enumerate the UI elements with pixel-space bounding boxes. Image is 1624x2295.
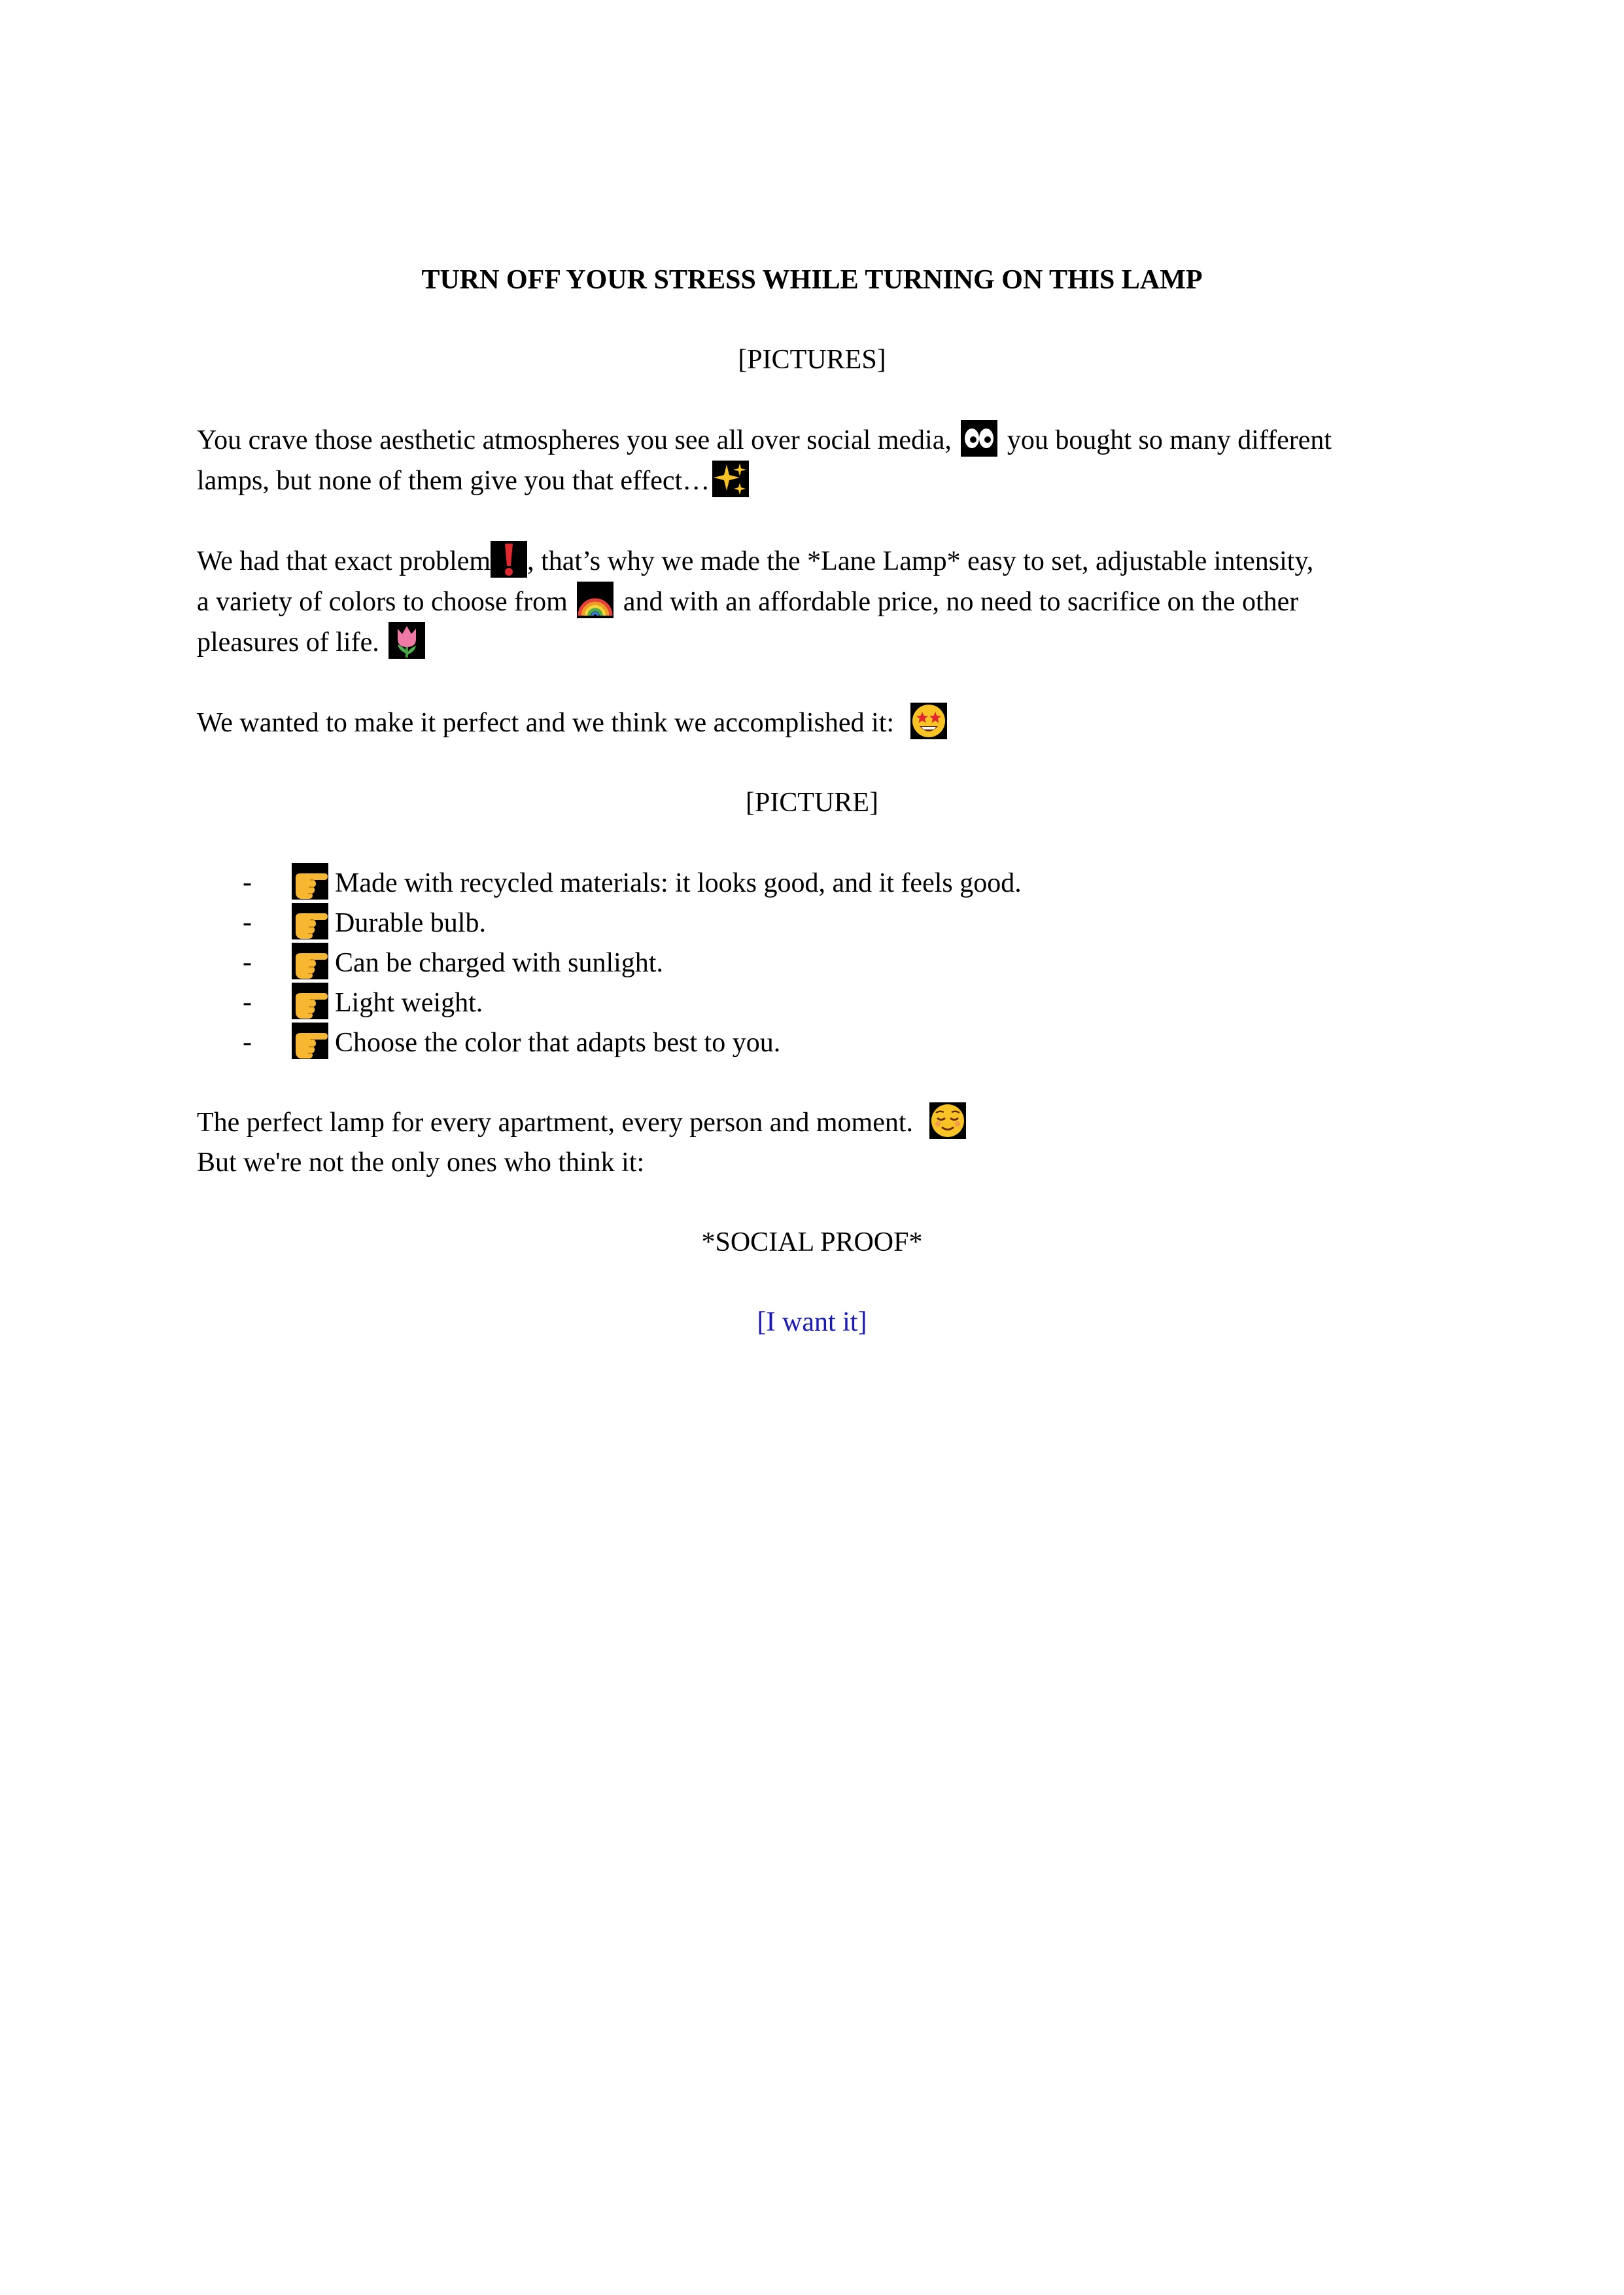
sparkles-icon [712, 461, 749, 497]
rainbow-icon [577, 582, 613, 618]
spacer [197, 743, 1427, 783]
list-item-text: Can be charged with sunlight. [335, 948, 663, 978]
list-item [197, 863, 1427, 903]
list-item-text: Made with recycled materials: it looks good, and it feels good. [335, 868, 1022, 898]
paragraph-perfect [197, 703, 1427, 743]
eyes-icon [961, 420, 997, 457]
document-title: TURN OFF YOUR STRESS WHILE TURNING ON THIS LAMP [421, 265, 1203, 295]
pointing-hand-icon [292, 1023, 328, 1059]
paragraph-text: But we're not the only ones who think it: [197, 1148, 645, 1178]
list-item-text: Choose the color that adapts best to you. [335, 1028, 781, 1058]
i-want-it-link[interactable]: [I want it] [757, 1307, 867, 1337]
relieved-face-icon [929, 1102, 966, 1139]
spacer [197, 300, 1427, 340]
star-struck-icon [910, 703, 947, 739]
paragraph-text: lamps, but none of them give you that effect… [197, 466, 710, 496]
list-dash: - [243, 1027, 252, 1057]
list-dash: - [243, 867, 252, 898]
pictures-placeholder: [PICTURES] [738, 345, 886, 375]
spacer [197, 1062, 1427, 1102]
paragraph-aesthetic [197, 420, 1427, 501]
pointing-hand-icon [292, 943, 328, 979]
picture-placeholder: [PICTURE] [746, 788, 878, 818]
paragraph-closing [197, 1102, 1427, 1183]
document-page [197, 260, 1427, 1342]
spacer [197, 1263, 1427, 1303]
list-item [197, 903, 1427, 943]
social-proof-placeholder: *SOCIAL PROOF* [701, 1227, 923, 1257]
pointing-hand-icon [292, 903, 328, 939]
paragraph-problem [197, 541, 1427, 663]
list-item [197, 1023, 1427, 1062]
spacer [197, 380, 1427, 420]
list-dash: - [243, 907, 252, 937]
paragraph-text: We had that exact problem [197, 546, 491, 576]
paragraph-text: , that’s why we made the *Lane Lamp* easy to set, adjustable intensity, [527, 546, 1314, 576]
spacer [197, 663, 1427, 703]
paragraph-text: you bought so many different [1007, 425, 1332, 455]
paragraph-text: The perfect lamp for every apartment, every person and moment. [197, 1108, 914, 1138]
paragraph-text: pleasures of life. [197, 627, 379, 657]
pointing-hand-icon [292, 983, 328, 1019]
list-item [197, 943, 1427, 983]
tulip-icon [389, 622, 425, 659]
feature-list [197, 863, 1427, 1062]
list-item [197, 983, 1427, 1023]
list-dash: - [243, 947, 252, 977]
paragraph-text: a variety of colors to choose from [197, 587, 568, 617]
spacer [197, 501, 1427, 541]
paragraph-text: You crave those aesthetic atmospheres you see all over social media, [197, 425, 952, 455]
paragraph-text: and with an affordable price, no need to sacrifice on the other [623, 587, 1299, 617]
pointing-hand-icon [292, 863, 328, 900]
exclamation-icon [491, 541, 527, 578]
spacer [197, 1183, 1427, 1223]
list-item-text: Durable bulb. [335, 908, 486, 938]
list-item-text: Light weight. [335, 988, 483, 1018]
cta-link-row [197, 1303, 1427, 1342]
spacer [197, 823, 1427, 863]
list-dash: - [243, 987, 252, 1017]
paragraph-text: We wanted to make it perfect and we think we accomplished it: [197, 708, 895, 738]
